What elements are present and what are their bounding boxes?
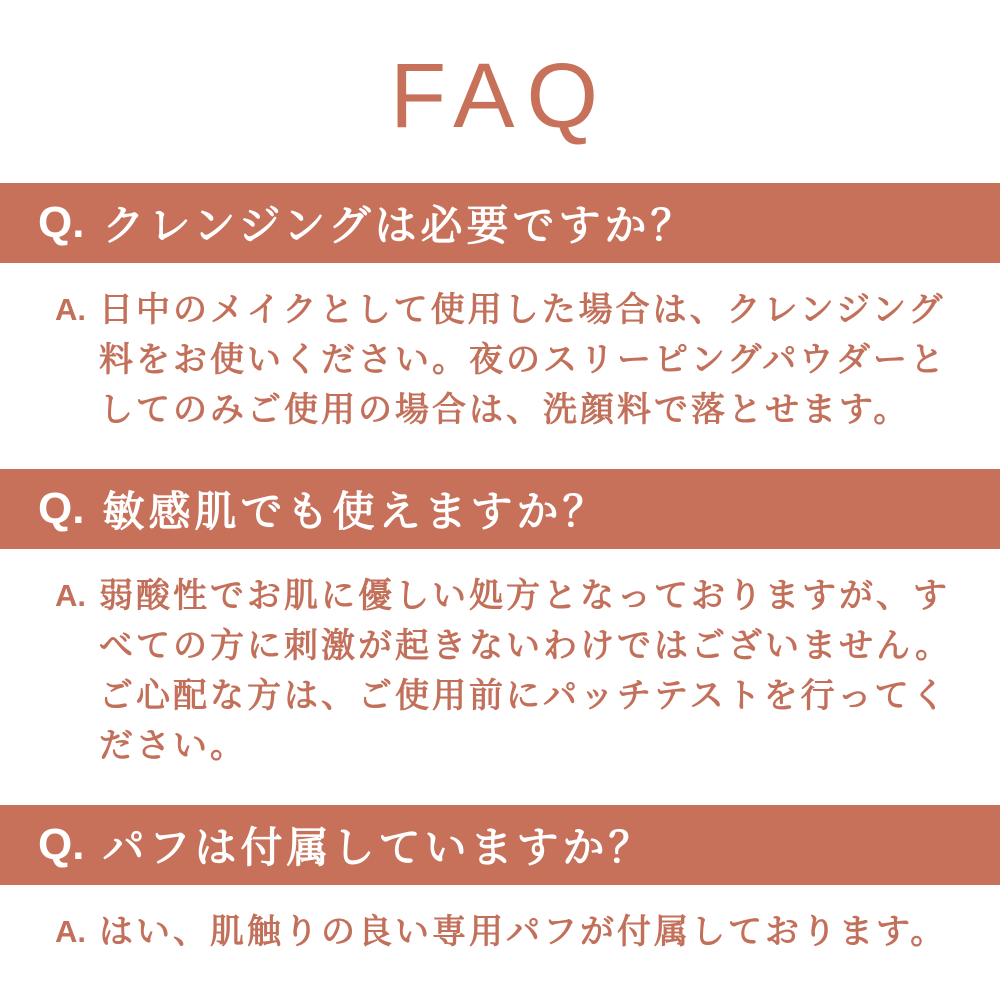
faq-item [0,805,1000,957]
faq-answer [0,285,1000,435]
answer-text [99,907,947,957]
answer-line: はい、肌触りの良い専用パフが付属しております。 [99,913,948,951]
page-title: FAQ [389,45,611,147]
question-prefix: Q. [38,820,85,869]
answer-prefix: A. [55,578,86,613]
faq-answer [0,907,1000,957]
answer-line: してのみご使用の場合は、洗顔料で落とせます。 [99,391,911,429]
faq-question-bar [0,805,1000,885]
answer-text [99,571,952,771]
answer-prefix: A. [55,292,86,327]
answer-line: ご心配な方は、ご使用前にパッチテストを行ってく [99,677,949,715]
faq-question-bar [0,183,1000,263]
answer-text [99,285,947,435]
question-text: 敏感肌でも使えますか？ [102,488,609,535]
question-text: クレンジングは必要ですか？ [102,202,697,249]
answer-prefix: A. [55,914,86,949]
faq-answer [0,571,1000,771]
faq-item [0,183,1000,435]
answer-line: 弱酸性でお肌に優しい処方となっておりますが、す [99,577,950,615]
answer-line: べての方に刺激が起きないわけではございません。 [99,627,953,665]
question-prefix: Q. [38,198,85,247]
faq-item [0,469,1000,771]
answer-line: 日中のメイクとして使用した場合は、クレンジング [99,291,946,329]
faq-question-bar [0,469,1000,549]
question-text: パフは付属していますか？ [102,824,655,871]
question-prefix: Q. [38,484,85,533]
answer-line: ださい。 [99,727,247,765]
answer-line: 料をお使いください。夜のスリーピングパウダーと [99,341,947,379]
